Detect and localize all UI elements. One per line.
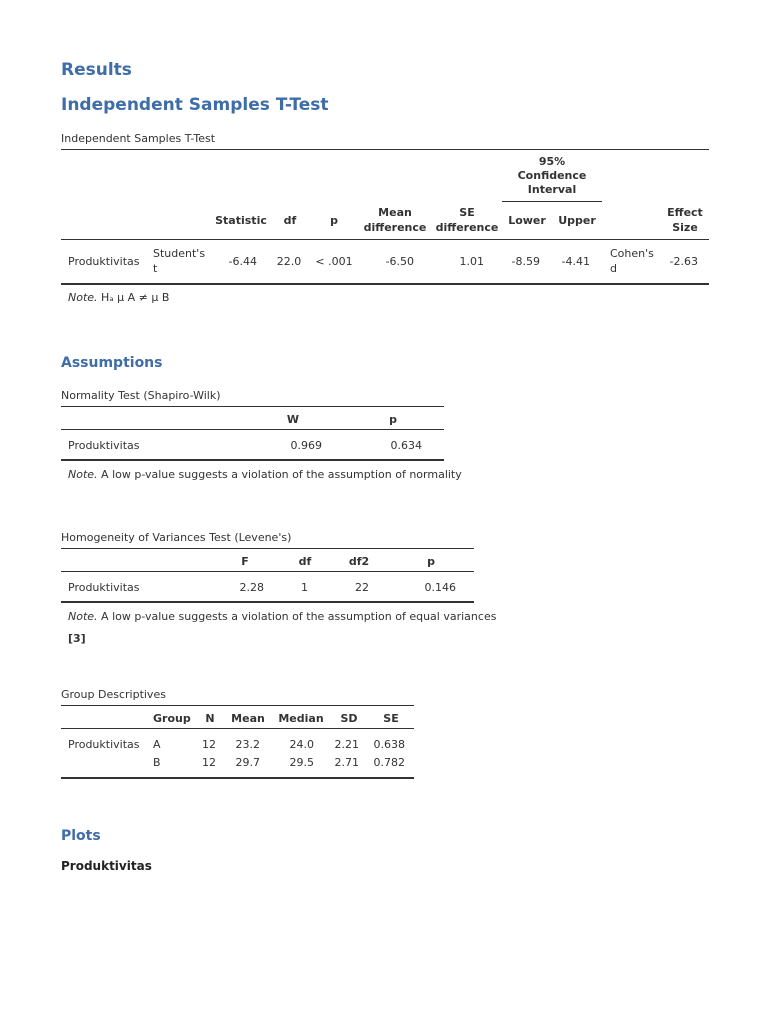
levene-row-f: 2.28 <box>239 581 264 594</box>
col-statistic: Statistic <box>215 214 267 227</box>
col-effect-l1: Effect <box>667 206 703 219</box>
col-upper: Upper <box>558 214 596 227</box>
levene-reference: [3] <box>68 632 86 645</box>
normality-col-p: p <box>389 413 397 426</box>
descriptives-bottom-rule <box>61 777 414 779</box>
ttest-note <box>68 291 169 304</box>
levene-top-rule <box>61 548 474 549</box>
ci-header-l2: Confidence <box>517 169 587 182</box>
desc-row-a-sd: 2.21 <box>334 738 359 751</box>
normality-note-text: A low p-value suggests a violation of the assumption of normality <box>101 468 462 481</box>
levene-col-df2: df2 <box>348 555 370 568</box>
ttest-row-df: 22.0 <box>276 255 302 268</box>
normality-note <box>68 468 462 481</box>
desc-col-mean: Mean <box>231 712 265 725</box>
descriptives-top-rule <box>61 705 414 706</box>
levene-col-df: df <box>298 555 312 568</box>
desc-row-a-n: 12 <box>202 738 216 751</box>
levene-note <box>68 610 496 623</box>
desc-col-se: SE <box>383 712 399 725</box>
desc-row-b-se: 0.782 <box>373 756 405 769</box>
desc-row-a-median: 24.0 <box>289 738 314 751</box>
levene-row-variable: Produktivitas <box>68 581 140 594</box>
assumptions-heading: Assumptions <box>61 355 163 371</box>
ci-header-l1: 95% <box>538 155 566 168</box>
normality-header-rule <box>61 429 444 430</box>
ttest-row-test-l2: t <box>153 262 158 275</box>
col-effect-l2: Size <box>672 221 698 234</box>
col-p: p <box>330 214 338 227</box>
col-mean-diff-l2: difference <box>363 221 427 234</box>
ttest-row-upper: -4.41 <box>561 255 590 268</box>
desc-row-b-mean: 29.7 <box>235 756 260 769</box>
desc-row-a-se: 0.638 <box>373 738 405 751</box>
ttest-row-effect-name-l1: Cohen's <box>610 247 654 260</box>
col-mean-diff-l1: Mean <box>378 206 412 219</box>
levene-note-text: A low p-value suggests a violation of the assumption of equal variances <box>101 610 497 623</box>
ttest-row-mean-diff: -6.50 <box>385 255 414 268</box>
levene-row-df2: 22 <box>355 581 369 594</box>
normality-col-w: W <box>286 413 300 426</box>
levene-row-df: 1 <box>301 581 308 594</box>
ttest-row-variable: Produktivitas <box>68 255 140 268</box>
ttest-note-text: Hₐ μ A ≠ μ B <box>101 291 170 304</box>
ttest-row-test-l1: Student's <box>153 247 206 260</box>
levene-bottom-rule <box>61 601 474 603</box>
plots-heading: Plots <box>61 828 101 844</box>
ttest-row-p: < .001 <box>315 255 353 268</box>
desc-row-b-n: 12 <box>202 756 216 769</box>
ttest-row-statistic: -6.44 <box>228 255 257 268</box>
ttest-row-effect-value: -2.63 <box>669 255 698 268</box>
levene-header-rule <box>61 571 474 572</box>
normality-top-rule <box>61 406 444 407</box>
desc-variable: Produktivitas <box>68 738 140 751</box>
desc-col-group: Group <box>153 712 191 725</box>
desc-row-b-group: B <box>153 756 161 769</box>
desc-row-a-mean: 23.2 <box>235 738 260 751</box>
normality-row-w: 0.969 <box>290 439 322 452</box>
normality-bottom-rule <box>61 459 444 461</box>
normality-note-label: Note. <box>68 468 98 481</box>
results-heading: Results <box>61 60 132 80</box>
col-se-diff-l1: SE <box>459 206 475 219</box>
ttest-top-rule <box>61 149 709 150</box>
ttest-row-se-diff: 1.01 <box>459 255 484 268</box>
normality-row-p: 0.634 <box>390 439 422 452</box>
ttest-note-label: Note. <box>68 291 98 304</box>
normality-row-variable: Produktivitas <box>68 439 140 452</box>
col-lower: Lower <box>508 214 546 227</box>
col-se-diff-l2: difference <box>435 221 499 234</box>
ttest-row-effect-name-l2: d <box>610 262 617 275</box>
descriptives-header-rule <box>61 728 414 729</box>
descriptives-caption: Group Descriptives <box>61 688 166 701</box>
ttest-row-lower: -8.59 <box>511 255 540 268</box>
ci-header-l3: Interval <box>527 183 577 196</box>
levene-note-label: Note. <box>68 610 98 623</box>
ttest-caption: Independent Samples T-Test <box>61 132 216 145</box>
ttest-heading: Independent Samples T-Test <box>61 95 329 115</box>
levene-col-f: F <box>241 555 249 568</box>
desc-row-b-median: 29.5 <box>289 756 314 769</box>
desc-col-n: N <box>205 712 215 725</box>
levene-col-p: p <box>427 555 435 568</box>
desc-row-a-group: A <box>153 738 161 751</box>
desc-col-sd: SD <box>340 712 358 725</box>
col-df: df <box>283 214 297 227</box>
ci-header-rule <box>502 201 602 202</box>
normality-caption: Normality Test (Shapiro-Wilk) <box>61 389 221 402</box>
ttest-bottom-rule <box>61 283 709 285</box>
levene-row-p: 0.146 <box>424 581 456 594</box>
plot-title: Produktivitas <box>61 859 152 873</box>
levene-caption: Homogeneity of Variances Test (Levene's) <box>61 531 292 544</box>
ttest-header-rule <box>61 239 709 240</box>
desc-col-median: Median <box>278 712 324 725</box>
desc-row-b-sd: 2.71 <box>334 756 359 769</box>
